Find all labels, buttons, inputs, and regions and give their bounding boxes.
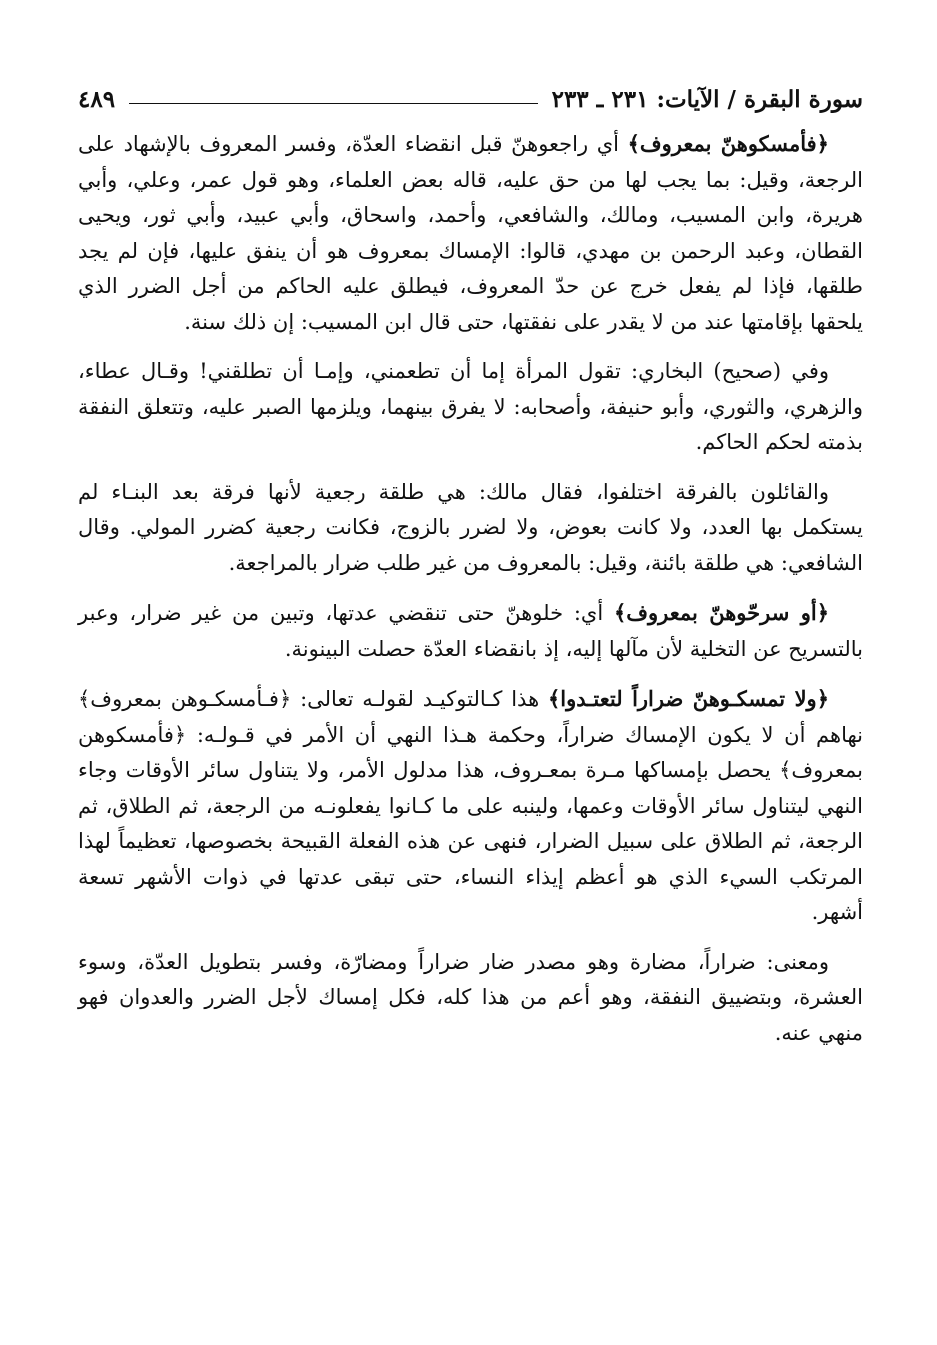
header-title: سورة البقرة / الآيات: ٢٣١ ـ ٢٣٣ — [551, 86, 863, 113]
paragraph-text: أي راجعوهنّ قبل انقضاء العدّة، وفسر المعروف بالإشهاد على الرجعة، وقيل: بما يجب لها من حق عليه، قاله بعض العلماء، وهو قول عمر، وعلي، وأبي هريرة، وابن المسيب، ومالك، والشافعي، وأحمد، واسحاق، وأبي عبيد، وأبي ثور، ويحيى القطان، وعبد الرحمن بن مهدي، قالوا: الإمساك بمعروف هو أن ينفق عليها، فإن لم يجد طلقها، فإذا لم يفعل خرج عن حدّ المعروف، فيطلق عليه الحاكم من أجل الضرر الذي يلحقها بإقامتها عند من لا يقدر على نفقتها، حتى قال ابن المسيب: إن ذلك سنة. — [78, 132, 863, 334]
paragraph-4 — [78, 595, 863, 667]
header-rule — [129, 103, 538, 104]
paragraph-text: ومعنى: ضراراً، مضارة وهو مصدر ضار ضراراً ومضارّة، وفسر بتطويل العدّة، وسوء العشرة، وبتضييق النفقة، وهو أعم من هذا كله، فكل إمساك لأجل الضرر والعدوان فهو منهي عنه. — [78, 949, 863, 1045]
quran-quote: ﴿أو سرحّوهنّ بمعروف﴾ — [613, 600, 829, 625]
paragraph-text: والقائلون بالفرقة اختلفوا، فقال مالك: هي طلقة رجعية لأنها فرقة بعد البنـاء لم يستكمل بها العدد، ولا كانت بعوض، ولا لضرر بالزوج، فكانت رجعية كضرر المولي. وقال الشافعي: هي طلقة بائنة، وقيل: بالمعروف من غير طلب ضرار بالمراجعة. — [78, 479, 863, 575]
running-header — [78, 80, 863, 120]
book-page — [78, 80, 863, 1280]
paragraph-3 — [78, 475, 863, 582]
paragraph-text: هذا كـالتوكيـد لقولـه تعالى: ﴿فـأمسكـوهن بمعروف﴾ نهاهم أن لا يكون الإمساك ضراراً، وحكمة هـذا النهي أن الأمر في قـولـه: ﴿فأمسكوهن بمعروف﴾ يحصل بإمساكها مـرة بمعـروف، هذا مدلول الأمر، ولا يتناول سائر الأوقات وجاء النهي ليتناول سائر الأوقات وعمها، ولينبه على ما كـانوا يفعلونـه من الرجعة، ثم الطلاق، ثم الرجعة، ثم الطلاق على سبيل الضرار، فنهى عن هذه الفعلة القبيحة بخصوصها، تعظيماً لهذا المرتكب السيء الذي هو أعظم إيذاء النساء، حتى تبقى عدتها في ذوات الأشهر تسعة أشهر. — [78, 687, 863, 924]
paragraph-1 — [78, 126, 863, 340]
paragraph-6 — [78, 945, 863, 1052]
paragraph-text: وفي (صحيح) البخاري: تقول المرأة إما أن تطعمني، وإمـا أن تطلقني! وقـال عطاء، والزهري، والثوري، وأبو حنيفة، وأصحابه: لا يفرق بينهما، ويلزمها الصبر عليه، وتتعلق النفقة بذمته لحكم الحاكم. — [78, 359, 863, 454]
paragraph-2 — [78, 354, 863, 461]
quran-quote: ﴿ولا تمسكـوهنّ ضراراً لتعتـدوا﴾ — [547, 686, 829, 711]
paragraph-text: أي: خلوهنّ حتى تنقضي عدتها، وتبين من غير ضرار، وعبر بالتسريح عن التخلية لأن مآلها إليه، إذ بانقضاء العدّة حصلت البينونة. — [78, 601, 863, 661]
page-number: ٤٨٩ — [78, 86, 116, 113]
quran-quote: ﴿فأمسكوهنّ بمعروف﴾ — [627, 131, 829, 156]
paragraph-5 — [78, 681, 863, 931]
